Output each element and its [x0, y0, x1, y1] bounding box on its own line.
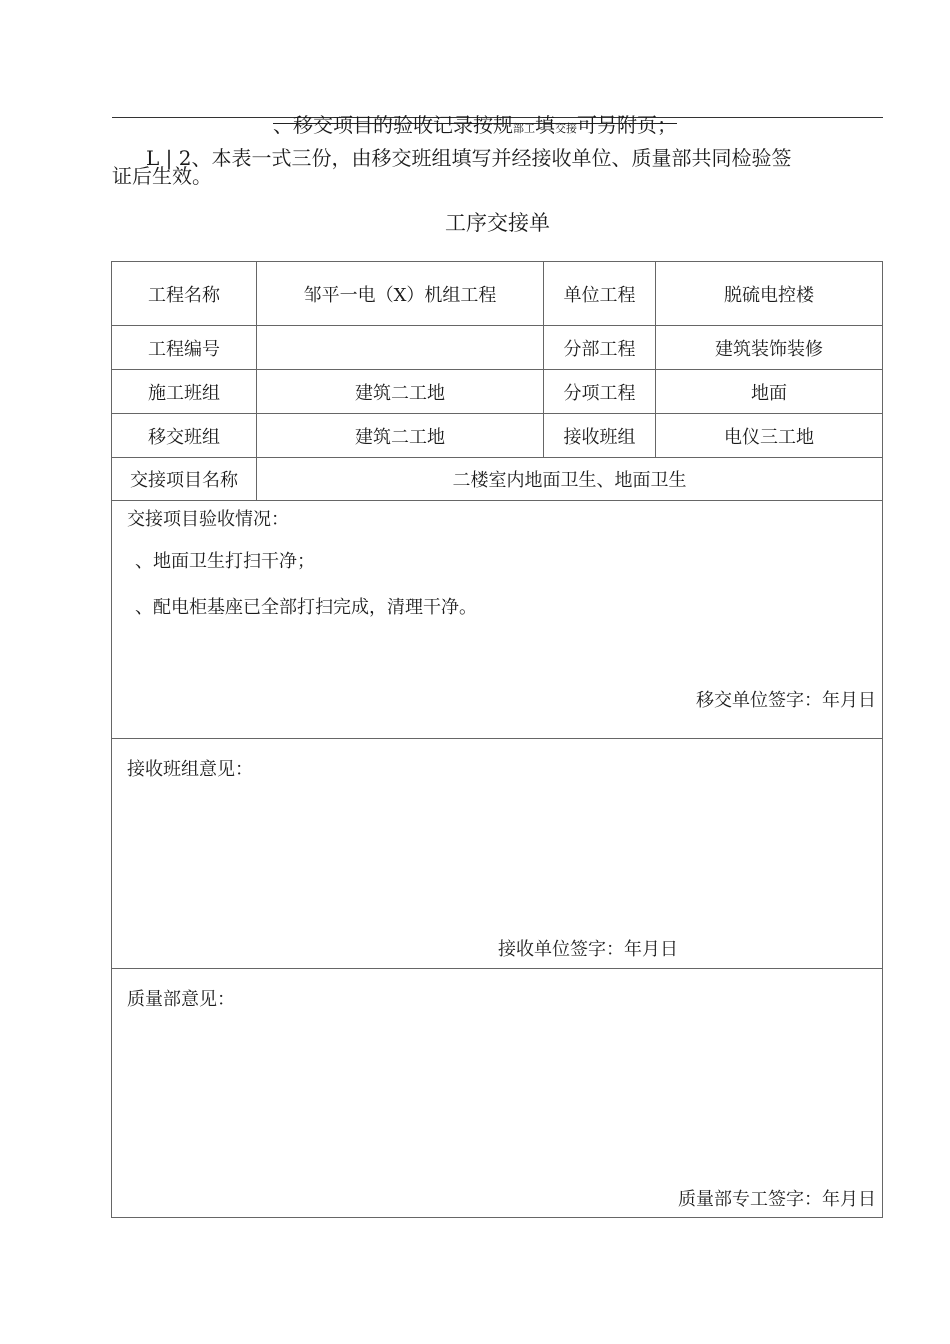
label-project-number: 工程编号 — [148, 338, 220, 360]
label-handover-team: 移交班组 — [148, 426, 220, 448]
row-divider — [111, 500, 883, 501]
note-2-line-1 — [146, 142, 791, 171]
receiver-signature: 接收单位签字：年月日 — [498, 939, 678, 960]
value-sub-project: 建筑装饰装修 — [715, 338, 823, 360]
value-item-name: 二楼室内地面卫生、地面卫生 — [452, 470, 687, 491]
label-receiving-team: 接收班组 — [563, 426, 636, 448]
receiver-opinion-heading: 接收班组意见： — [127, 759, 253, 780]
label-construction-team: 施工班组 — [148, 382, 220, 404]
value-project-number — [257, 326, 543, 369]
note-1-small-b: 交接 — [555, 122, 577, 135]
handover-signature: 移交单位签字：年月日 — [696, 690, 876, 711]
note-1-suffix: 可另附页； — [577, 113, 677, 137]
form-title: 工序交接单 — [445, 211, 550, 235]
acceptance-line-1: 、地面卫生打扫干净； — [135, 551, 315, 572]
value-construction-team: 建筑二工地 — [355, 382, 445, 404]
value-receiving-team: 电仪三工地 — [724, 426, 814, 448]
value-unit-project: 脱硫电控楼 — [724, 284, 814, 306]
label-sub-project: 分部工程 — [563, 338, 636, 360]
value-sub-item: 地面 — [751, 382, 787, 404]
section-divider — [111, 968, 883, 969]
label-project-name: 工程名称 — [148, 284, 220, 306]
note-2-text: 、本表一式三份，由移交班组填写并经接收单位、质量部共同检验签 — [191, 146, 792, 170]
note-1-small-a: 部工 — [513, 122, 535, 135]
note-1-mid: 填 — [535, 113, 555, 137]
note-1 — [273, 109, 677, 138]
note-1-prefix: 、移交项目的验收记录按规 — [273, 113, 513, 137]
note-2-line-2: 证后生效。 — [112, 164, 212, 188]
note-2-marker: L | 2 — [146, 146, 192, 170]
quality-signature: 质量部专工签字：年月日 — [678, 1189, 876, 1210]
note-1-strikethrough — [273, 123, 677, 124]
section-divider — [111, 738, 883, 739]
acceptance-line-2: 、配电柜基座已全部打扫完成，清理干净。 — [135, 597, 477, 618]
label-sub-item: 分项工程 — [563, 382, 636, 404]
label-item-name: 交接项目名称 — [130, 470, 238, 491]
quality-opinion-heading: 质量部意见： — [127, 989, 235, 1010]
label-unit-project: 单位工程 — [563, 284, 636, 306]
value-handover-team: 建筑二工地 — [355, 426, 445, 448]
acceptance-heading: 交接项目验收情况： — [127, 509, 289, 530]
value-project-name: 邹平一电（X）机组工程 — [303, 284, 497, 306]
